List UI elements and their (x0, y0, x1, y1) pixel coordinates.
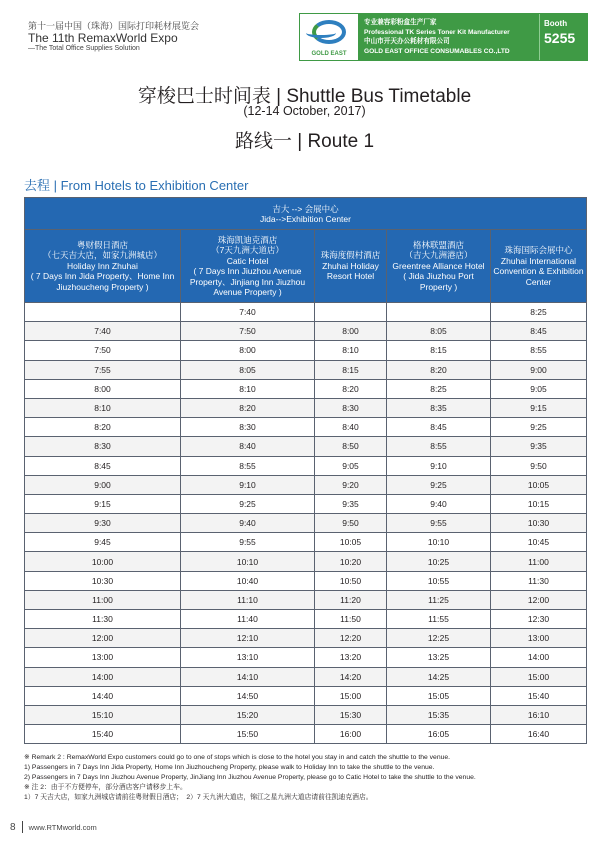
hotel-header (315, 230, 387, 303)
logo-swirl-accent-icon (306, 28, 336, 38)
time-cell: 7:40 (25, 322, 181, 341)
page-header (0, 0, 609, 66)
hotel-detail-en: ( 7 Days Inn Jida Property、Home Inn Jiuzhoucheng Property ) (30, 271, 175, 292)
time-cell: 10:30 (25, 571, 181, 590)
time-cell: 8:05 (387, 322, 491, 341)
time-cell: 10:15 (491, 494, 587, 513)
table-row (25, 571, 587, 590)
time-cell: 14:40 (25, 686, 181, 705)
time-cell: 11:30 (491, 571, 587, 590)
time-cell: 9:50 (491, 456, 587, 475)
time-cell: 14:50 (181, 686, 315, 705)
time-cell: 8:30 (181, 418, 315, 437)
time-cell: 8:25 (387, 379, 491, 398)
table-row (25, 590, 587, 609)
time-cell: 8:10 (25, 398, 181, 417)
time-cell: 8:10 (181, 379, 315, 398)
hotel-header (491, 230, 587, 303)
time-cell: 10:20 (315, 552, 387, 571)
table-row (25, 686, 587, 705)
hotel-name-en: Holiday Inn Zhuhai (67, 260, 138, 271)
time-cell: 15:50 (181, 725, 315, 744)
time-cell: 11:00 (491, 552, 587, 571)
time-cell: 9:40 (181, 514, 315, 533)
sponsor-line-1: 专业兼容彩粉盒生产厂家 (364, 19, 437, 26)
route-header-cn: 吉大 --> 会展中心 (272, 203, 339, 214)
expo-title-en: The 11th RemaxWorld Expo (28, 30, 178, 45)
time-cell: 15:30 (315, 705, 387, 724)
booth-box (539, 14, 587, 60)
time-cell: 9:35 (491, 437, 587, 456)
time-cell: 15:20 (181, 705, 315, 724)
time-cell: 14:25 (387, 667, 491, 686)
time-cell: 10:10 (387, 533, 491, 552)
time-cell (25, 303, 181, 322)
time-cell: 8:00 (315, 322, 387, 341)
table-row (25, 303, 587, 322)
sponsor-line-4: GOLD EAST OFFICE CONSUMABLES CO.,LTD (364, 47, 510, 55)
sponsor-line-3: 中山市开天办公耗材有限公司 (364, 38, 450, 45)
time-cell: 16:05 (387, 725, 491, 744)
table-row (25, 705, 587, 724)
time-cell: 8:45 (25, 456, 181, 475)
remark-line: 1）7 天吉大店，如家九洲城店请前往粤财假日酒店； 2）7 天九洲大道店，锦江之星九洲大道店请前往凯迪克酒店。 (24, 794, 373, 801)
time-cell: 11:55 (387, 610, 491, 629)
time-cell: 8:20 (387, 360, 491, 379)
time-cell (387, 303, 491, 322)
time-cell: 13:00 (25, 648, 181, 667)
time-cell: 11:25 (387, 590, 491, 609)
time-cell: 9:10 (387, 456, 491, 475)
time-cell: 10:05 (315, 533, 387, 552)
time-cell: 7:50 (181, 322, 315, 341)
table-row (25, 610, 587, 629)
table-row (25, 533, 587, 552)
time-cell: 8:40 (181, 437, 315, 456)
time-cell: 10:00 (25, 552, 181, 571)
time-cell: 8:25 (491, 303, 587, 322)
hotel-name-en: Zhuhai International Convention & Exhibition Center (493, 255, 584, 287)
route-header (25, 198, 587, 230)
time-cell: 10:40 (181, 571, 315, 590)
time-cell: 8:20 (315, 379, 387, 398)
time-cell: 15:00 (315, 686, 387, 705)
expo-title-cn: 第十一届中国（珠海）国际打印耗材展览会 (28, 21, 200, 31)
time-cell: 15:40 (25, 725, 181, 744)
table-row (25, 629, 587, 648)
time-cell: 8:40 (315, 418, 387, 437)
time-cell: 9:45 (25, 533, 181, 552)
time-cell: 14:00 (491, 648, 587, 667)
hotel-detail-cn: （吉大九洲港店） (404, 250, 473, 261)
time-cell: 10:55 (387, 571, 491, 590)
time-cell: 14:00 (25, 667, 181, 686)
time-cell: 9:05 (491, 379, 587, 398)
time-cell: 10:30 (491, 514, 587, 533)
time-cell: 15:35 (387, 705, 491, 724)
time-cell: 13:00 (491, 629, 587, 648)
time-cell: 8:35 (387, 398, 491, 417)
hotel-detail-cn: （七天吉大店，如家九洲城店） (42, 250, 162, 261)
expo-branding (28, 22, 199, 53)
hotel-header (181, 230, 315, 303)
table-row (25, 456, 587, 475)
time-cell: 13:10 (181, 648, 315, 667)
table-row (25, 418, 587, 437)
time-cell: 11:30 (25, 610, 181, 629)
time-cell: 8:15 (315, 360, 387, 379)
logo-text: GOLD EAST (311, 51, 347, 57)
time-cell: 9:30 (25, 514, 181, 533)
route-header-en: Jida-->Exhibition Center (260, 213, 351, 224)
hotel-header-row (25, 230, 587, 303)
footer-url[interactable]: www.RTMworld.com (28, 822, 97, 832)
time-cell: 14:10 (181, 667, 315, 686)
time-cell: 8:15 (387, 341, 491, 360)
table-row (25, 475, 587, 494)
remark-line: ※ Remark 2 : RemaxWorld Expo customers could go to one of stops which is close to the hotel you stay in and catch the shuttle to the venue. (24, 754, 451, 761)
time-cell: 15:40 (491, 686, 587, 705)
time-cell: 11:20 (315, 590, 387, 609)
hotel-header (25, 230, 181, 303)
time-cell: 8:00 (25, 379, 181, 398)
time-cell: 10:10 (181, 552, 315, 571)
time-cell: 15:10 (25, 705, 181, 724)
time-cell: 8:55 (181, 456, 315, 475)
time-cell: 7:40 (181, 303, 315, 322)
time-cell: 8:10 (315, 341, 387, 360)
time-cell: 11:50 (315, 610, 387, 629)
hotel-name-cn: 珠海国际会展中心 (504, 245, 573, 255)
time-cell: 16:10 (491, 705, 587, 724)
hotel-name-en: Zhuhai Holiday Resort Hotel (322, 260, 379, 282)
time-cell: 11:10 (181, 590, 315, 609)
time-cell: 12:30 (491, 610, 587, 629)
time-cell: 9:35 (315, 494, 387, 513)
time-cell: 8:55 (491, 341, 587, 360)
time-cell: 9:25 (491, 418, 587, 437)
time-cell: 10:25 (387, 552, 491, 571)
time-cell: 13:20 (315, 648, 387, 667)
time-cell: 12:00 (491, 590, 587, 609)
time-cell: 8:20 (25, 418, 181, 437)
time-cell: 8:20 (181, 398, 315, 417)
table-row (25, 725, 587, 744)
time-cell: 11:00 (25, 590, 181, 609)
time-cell: 12:10 (181, 629, 315, 648)
table-row (25, 667, 587, 686)
table-row (25, 322, 587, 341)
route-title: 路线一 | Route 1 (234, 131, 375, 152)
sponsor-info (358, 14, 539, 60)
hotel-name-cn: 格林联盟酒店 (412, 239, 464, 250)
time-cell: 9:40 (387, 494, 491, 513)
time-cell: 12:00 (25, 629, 181, 648)
timetable (24, 197, 587, 744)
sponsor-banner (299, 13, 588, 61)
footer-divider (22, 821, 23, 833)
time-cell: 8:45 (387, 418, 491, 437)
time-cell: 16:00 (315, 725, 387, 744)
timetable-body (25, 303, 587, 744)
time-cell: 9:00 (491, 360, 587, 379)
time-cell: 8:45 (491, 322, 587, 341)
time-cell: 7:55 (25, 360, 181, 379)
time-cell: 14:20 (315, 667, 387, 686)
time-cell: 8:00 (181, 341, 315, 360)
time-cell: 8:30 (25, 437, 181, 456)
time-cell: 15:05 (387, 686, 491, 705)
page-number: 8 (10, 821, 16, 833)
time-cell: 15:00 (491, 667, 587, 686)
table-row (25, 379, 587, 398)
remark-line: ※ 注 2：由于不方便停车，部分酒店客户请移步上车。 (24, 784, 187, 791)
direction-label: 去程 | From Hotels to Exhibition Center (24, 178, 249, 193)
time-cell: 9:55 (387, 514, 491, 533)
page-footer (10, 821, 97, 833)
booth-label: Booth (544, 19, 568, 28)
time-cell: 8:50 (315, 437, 387, 456)
remark-line: 2) Passengers in 7 Days Inn Jiuzhou Avenue Property, JinJiang Inn Jiuzhou Avenue Property, please go to Catic Hotel to take the shuttle to the venue. (24, 774, 476, 781)
table-row (25, 648, 587, 667)
time-cell: 10:45 (491, 533, 587, 552)
sponsor-line-2: Professional TK Series Toner Kit Manufacturer (364, 28, 510, 36)
time-cell: 12:25 (387, 629, 491, 648)
time-cell: 11:40 (181, 610, 315, 629)
time-cell: 10:05 (491, 475, 587, 494)
table-row (25, 360, 587, 379)
table-row (25, 494, 587, 513)
remarks (24, 753, 594, 803)
time-cell: 7:50 (25, 341, 181, 360)
time-cell: 9:15 (491, 398, 587, 417)
page-title: 穿梭巴士时间表 | Shuttle Bus Timetable (137, 86, 472, 107)
time-cell: 16:40 (491, 725, 587, 744)
time-cell: 9:10 (181, 475, 315, 494)
hotel-header (387, 230, 491, 303)
hotel-name-en: Greentree Alliance Hotel (392, 260, 485, 271)
remark-line: 1) Passengers in 7 Days Inn Jida Property, Home Inn Jiuzhoucheng Property, please walk to Holiday Inn to take the shuttle to the venue. (24, 764, 435, 771)
time-cell: 9:20 (315, 475, 387, 494)
table-row (25, 341, 587, 360)
time-cell: 9:00 (25, 475, 181, 494)
table-row (25, 437, 587, 456)
expo-subtitle: —The Total Office Supplies Solution (28, 45, 140, 53)
hotel-detail-cn: （7天九洲大道店） (211, 245, 284, 255)
hotel-detail-en: ( Jida Jiuzhou Port Property ) (403, 271, 474, 292)
hotel-name-cn: 珠海凯迪克酒店 (217, 234, 278, 245)
time-cell: 8:30 (315, 398, 387, 417)
hotel-detail-en: ( 7 Days Inn Jiuzhou Avenue Property、Jinjiang Inn Jiuzhou Avenue Property ) (189, 266, 306, 297)
hotel-name-cn: 珠海度假村酒店 (320, 250, 381, 261)
time-cell: 9:15 (25, 494, 181, 513)
time-cell: 9:25 (387, 475, 491, 494)
date-range: (12-14 October, 2017) (243, 104, 366, 118)
time-cell: 9:05 (315, 456, 387, 475)
table-row (25, 552, 587, 571)
time-cell (315, 303, 387, 322)
time-cell: 9:50 (315, 514, 387, 533)
hotel-name-cn: 粤财假日酒店 (76, 239, 128, 250)
table-row (25, 398, 587, 417)
time-cell: 9:25 (181, 494, 315, 513)
time-cell: 13:25 (387, 648, 491, 667)
time-cell: 8:55 (387, 437, 491, 456)
time-cell: 10:50 (315, 571, 387, 590)
hotel-name-en: Catic Hotel (226, 255, 269, 266)
table-row (25, 514, 587, 533)
time-cell: 9:55 (181, 533, 315, 552)
booth-number: 5255 (544, 30, 576, 46)
time-cell: 8:05 (181, 360, 315, 379)
gold-east-logo (300, 14, 358, 60)
time-cell: 12:20 (315, 629, 387, 648)
